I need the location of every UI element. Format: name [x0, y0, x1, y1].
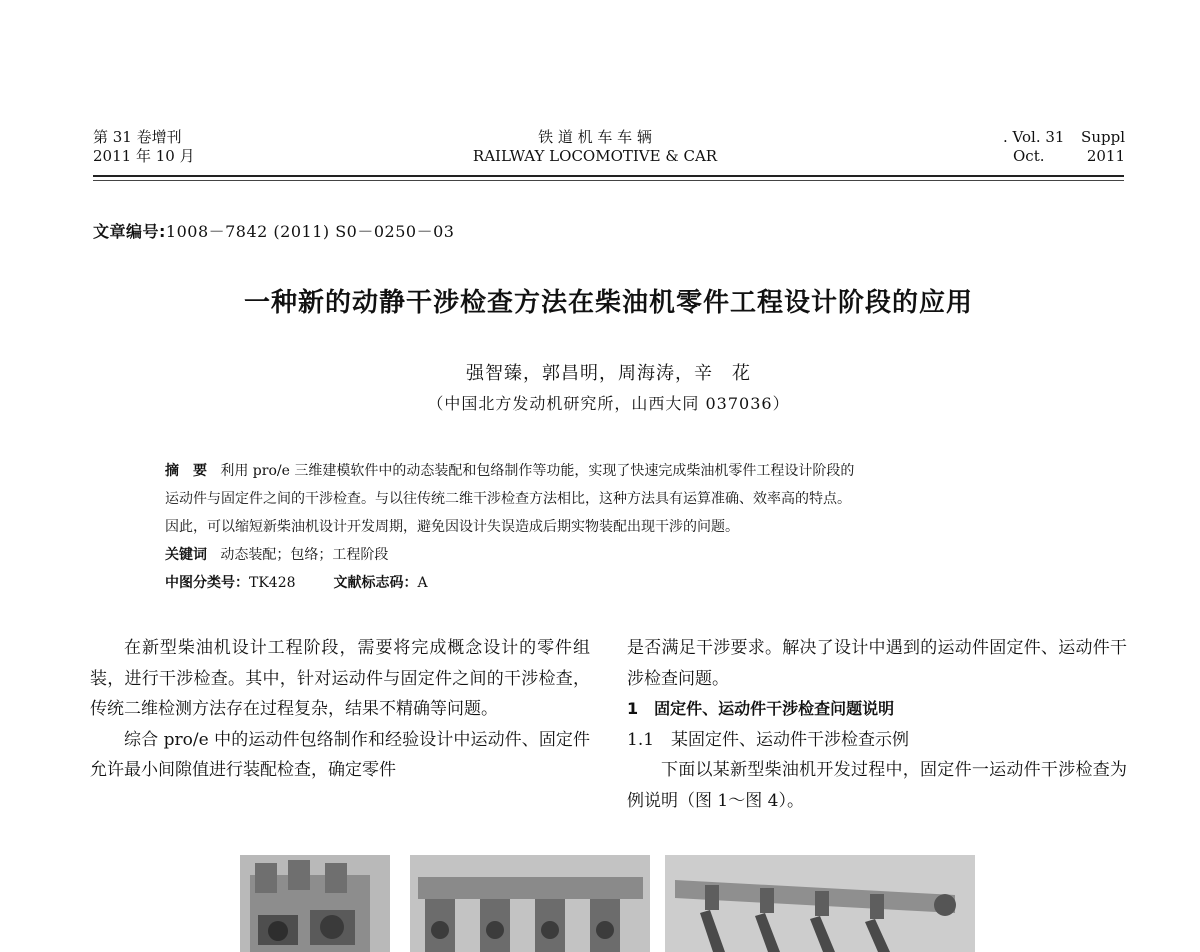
- abstract-line-2: 运动件与固定件之间的干涉检查。与以往传统二维干涉检查方法相比，这种方法具有运算准确、效率高的特点。: [165, 491, 851, 507]
- abstract-line-3: 因此，可以缩短新柴油机设计开发周期，避免因设计失误造成后期实物装配出现干涉的问题。: [165, 519, 739, 535]
- article-number: [93, 219, 454, 242]
- paper-authors: 强智臻，郭昌明，周海涛，辛 花: [466, 363, 751, 384]
- doc-code-label: 文献标志码：: [333, 575, 418, 591]
- issue-volume: 第 31 卷增刊: [93, 128, 182, 146]
- body-paragraph: 是否满足干涉要求。解决了设计中遇到的运动件固定件、运动件干涉检查问题。: [627, 638, 1127, 689]
- journal-volume-info: [1003, 128, 1125, 166]
- header-rule-thick: [93, 175, 1124, 177]
- abstract-label: 摘 要: [165, 463, 207, 479]
- figure-1-image: [240, 855, 390, 952]
- figure-3-image: [665, 855, 975, 952]
- body-paragraph: 在新型柴油机设计工程阶段，需要将完成概念设计的零件组装，进行干涉检查。其中，针对运动件与固定件之间的干涉检查，传统二维检测方法存在过程复杂，结果不精确等问题。: [90, 638, 590, 719]
- body-left-column: [90, 633, 590, 786]
- keywords-label: 关键词: [165, 547, 207, 563]
- paper-title: 一种新的动静干涉检查方法在柴油机零件工程设计阶段的应用: [243, 288, 973, 318]
- journal-issue-info: [93, 128, 195, 166]
- article-number-value: 1008－7842 (2011) S0－0250－03: [165, 222, 455, 241]
- keywords-value: 动态装配；包络；工程阶段: [220, 547, 389, 563]
- year-en: 2011: [1086, 147, 1125, 165]
- abstract-block: [165, 457, 1065, 597]
- journal-name: [440, 128, 750, 166]
- body-paragraph: 综合 pro/e 中的运动件包络制作和经验设计中运动件、固定件允许最小间隙值进行装配检查，确定零件: [90, 729, 590, 780]
- doc-code-value: A: [417, 575, 428, 591]
- subsection-text: 1.1 某固定件、运动件干涉检查示例: [627, 729, 910, 750]
- body-right-column: [627, 633, 1127, 816]
- abstract-line-1: 利用 pro/e 三维建模软件中的动态装配和包络制作等功能，实现了快速完成柴油机零件工程设计阶段的: [220, 463, 855, 479]
- issue-date: 2011 年 10 月: [93, 147, 195, 165]
- volume-en: . Vol. 31: [1003, 128, 1065, 146]
- article-number-label: 文章编号:: [93, 222, 166, 241]
- month-en: Oct.: [1013, 147, 1045, 165]
- section-heading-1: 1 固定件、运动件干涉检查问题说明: [627, 699, 895, 718]
- body-paragraph: 下面以某新型柴油机开发过程中，固定件一运动件干涉检查为例说明（图 1～图 4）。: [627, 760, 1127, 811]
- figure-2-image: [410, 855, 650, 952]
- header-rule-thin: [93, 180, 1124, 181]
- journal-name-cn: 铁 道 机 车 车 辆: [538, 128, 652, 146]
- journal-name-en: RAILWAY LOCOMOTIVE & CAR: [472, 147, 718, 165]
- section-heading-1-1: [627, 725, 1127, 756]
- clc-value: TK428: [249, 575, 296, 591]
- clc-label: 中图分类号：: [165, 575, 249, 591]
- suppl-en: Suppl: [1081, 128, 1125, 146]
- paper-affiliation: （中国北方发动机研究所，山西大同 037036）: [427, 394, 790, 413]
